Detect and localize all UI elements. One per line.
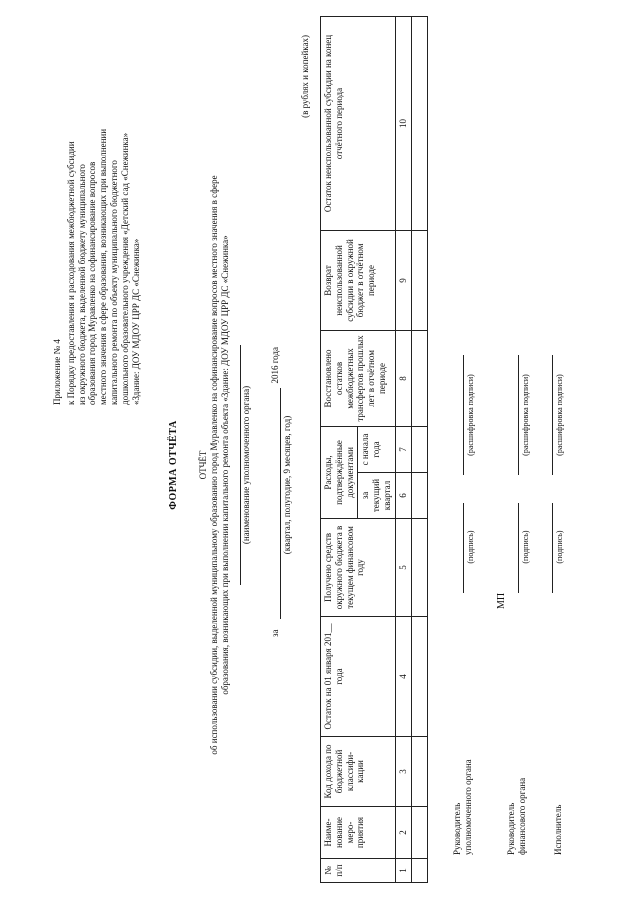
appendix-line: из окружного бюджета, выделенной бюджету муниципального	[76, 164, 87, 405]
period-line	[268, 388, 281, 619]
table-cell	[411, 737, 427, 807]
column-number: 7	[395, 426, 411, 472]
signature-line	[463, 503, 464, 593]
table-header-row	[321, 16, 358, 882]
appendix-line: дошкольного образовательного учреждения «Детский сад «Снежинка»	[119, 132, 130, 405]
signature-decode-line	[518, 355, 519, 475]
signature-label-head-authorized	[452, 685, 474, 855]
table-cell	[411, 807, 427, 859]
column-number: 4	[395, 617, 411, 737]
column-number: 2	[395, 807, 411, 859]
signature-role: Исполнитель	[553, 804, 563, 855]
header-expenses-year: с начала года	[358, 426, 395, 472]
signature-decode-line	[552, 355, 553, 475]
period-field	[268, 347, 281, 637]
header-restored: Восстановлено остатков межбюджетных трансфертов прошлых лет в отчётном периоде	[321, 330, 396, 426]
column-number: 10	[395, 16, 411, 230]
appendix-line: образования город Муравленко на софинансирование вопросов	[87, 161, 98, 405]
signature-role-detail: финансового органа	[516, 777, 527, 855]
appendix-line: «Здание: ДОУ МДОУ ЦРР ДС «Снежинка»	[130, 238, 141, 405]
units-note: (в рублях и копейках)	[300, 35, 310, 118]
column-number: 9	[395, 230, 411, 330]
header-code: Код дохода по бюджетной классифи- кации	[321, 737, 396, 807]
signature-role: Руководитель	[506, 802, 516, 855]
period-prefix: за	[270, 629, 281, 637]
signature-role-detail: уполномоченного органа	[462, 759, 473, 855]
header-received: Получено средств окружного бюджета в текущем финансовом году	[321, 519, 396, 617]
column-number-row	[395, 16, 411, 882]
stamp-place-mark: МП	[496, 592, 507, 609]
report-table	[320, 16, 428, 883]
organization-field	[240, 345, 252, 585]
report-subtitle-line: образования, возникающих при выполнении капитального ремонта объекта «Здание: ДОУ МДОУ ЦРР ДС «Снежинка»	[219, 235, 230, 695]
signature-caption-sign: (подпись)	[466, 530, 475, 564]
form-title: ФОРМА ОТЧЁТА	[168, 420, 179, 510]
table-cell	[411, 859, 427, 883]
header-balance-end: Остаток неиспользованной субсидии на конец отчётного периода	[321, 16, 396, 230]
signature-decode-line	[463, 355, 464, 475]
appendix-block	[52, 15, 141, 405]
period-caption: (квартал, полугодие, 9 месяцев, год)	[282, 415, 292, 555]
table-cell	[411, 330, 427, 426]
signature-label-executor	[553, 685, 564, 855]
table-cell	[411, 16, 427, 230]
column-number: 6	[395, 473, 411, 519]
table-row	[411, 16, 427, 882]
organization-caption: (наименование уполномоченного органа)	[241, 385, 251, 545]
signature-caption-decode: (расшифровка подписи)	[466, 374, 475, 456]
column-number: 3	[395, 737, 411, 807]
report-subtitle-line: об использовании субсидии, выделенной муниципальному образованию город Муравленко на софинансирование вопросов местного значения в сфере	[209, 175, 219, 755]
appendix-title: Приложение № 4	[52, 339, 62, 405]
column-number: 8	[395, 330, 411, 426]
table-cell	[411, 230, 427, 330]
appendix-line: к Порядку предоставления и расходования межбюджетной субсидии	[65, 141, 76, 405]
header-returned: Возврат неиспользованной субсидии в окружной бюджет в отчётном периоде	[321, 230, 396, 330]
header-num: № п/п	[321, 859, 396, 883]
table-cell	[411, 519, 427, 617]
header-expenses: Расходы, подтверждённые документами	[321, 426, 358, 518]
signature-line	[552, 503, 553, 593]
period-year: 2016 года	[270, 347, 281, 384]
appendix-line: местного значения в сфере образования, возникающих при выполнении	[98, 128, 109, 405]
signature-caption-sign: (подпись)	[555, 530, 564, 564]
column-number: 5	[395, 519, 411, 617]
signature-caption-sign: (подпись)	[521, 530, 530, 564]
header-balance-start: Остаток на 01 января 201__ года	[321, 617, 396, 737]
report-subtitle	[209, 155, 231, 775]
signature-line	[518, 503, 519, 593]
signature-caption-decode: (расшифровка подписи)	[521, 374, 530, 456]
signature-label-head-finance	[506, 685, 528, 855]
appendix-line: капитального ремонта по объекту муниципального бюджетного	[108, 160, 119, 405]
column-number: 1	[395, 859, 411, 883]
signature-role: Руководитель	[452, 802, 462, 855]
table-cell	[411, 473, 427, 519]
table-cell	[411, 426, 427, 472]
table-cell	[411, 617, 427, 737]
header-expenses-quarter: за текущий квартал	[358, 473, 395, 519]
header-name: Наиме- нование меро- приятия	[321, 807, 396, 859]
signature-caption-decode: (расшифровка подписи)	[555, 374, 564, 456]
report-title: ОТЧЁТ	[198, 450, 208, 480]
